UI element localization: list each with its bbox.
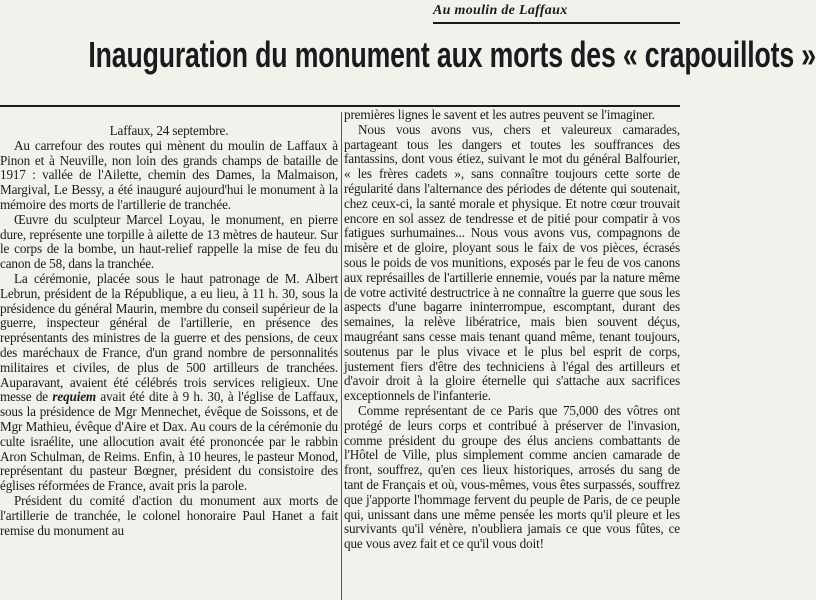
- paragraph-carrefour: Au carrefour des routes qui mènent du moulin de Laffaux à Pinon et à Neuville, non loin des grands champs de bataille de 1917 : vallée de l'Ailette, chemin des Dames, la Malmaison, Margival, Le Bessy, a été inauguré aujourd'hui le monument à la mémoire des morts de l'artillerie de tranchée.: [0, 137, 338, 212]
- section-kicker: Au moulin de Laffaux: [433, 3, 568, 18]
- kicker-underline: [433, 22, 680, 24]
- paragraph-sculpteur: Œuvre du sculpteur Marcel Loyau, le monument, en pierre dure, représente une torpille à ailette de 13 mètres de hauteur. Sur le corps de la bombe, un haut-relief rappelle la mise de feu du canon de 58, dans la tranchée.: [0, 211, 338, 272]
- paragraph-camarades: Nous vous avons vus, chers et valeureux camarades, partageant tous les dangers et toutes les souffrances des fantassins, dont vous étiez, suivant le mot du général Balfourier, « les frères cadets », sans connaître toujours cette sorte de régularité dans l'alternance des périodes de détente qui soutenait, chez ceux-ci, la santé morale et physique. Et notre cœur trouvait encore en sol assez de tendresse et de pitié pour compatir à vos fatigues surhumaines... Nous vous avons vus, compagnons de misère et de gloire, ployant sous le faix de vos pièces, écrasés sous le poids de vos munitions, exposés par le feu de vos canons aux représailles de l'artillerie ennemie, voués par la nature même de votre activité destructrice à ne connaître la guerre que sous les aspects d'une bagarre ininterrompue, escomptant, durant des semaines, la relève libératrice, mais bien souvent déçus, maugréant sans cesse mais tenant quand même, tenant toujours, soutenus par le plus vivace et le plus bel esprit de corps, justement fiers d'être des techniciens à l'égal des artilleurs et d'avoir droit à la gloire éternelle qui s'attache aux sacrifices exceptionnels de l'infanterie.: [344, 121, 680, 404]
- paragraph-president-comite: Président du comité d'action du monument aux morts de l'artillerie de tranchée, le colonel honoraire Paul Hanet a fait remise du monument au: [0, 492, 338, 538]
- requiem-word: requiem: [52, 389, 97, 405]
- paragraph-continuation: premières lignes le savent et les autres peuvent se l'imaginer.: [344, 107, 655, 122]
- article-column-right: [344, 108, 680, 600]
- article-column-left: [0, 108, 338, 600]
- paragraph-ceremonie-part1: La cérémonie, placée sous le haut patronage de M. Albert Lebrun, président de la République, a eu lieu, à 11 h. 30, sous la présidence du général Maurin, membre du conseil supérieur de la guerre, inspecteur général de l'artillerie, en présence des représentants des ministres de la guerre et des pensions, de ceux des maréchaux de France, d'un grand nombre de personnalités militaires et civiles, de plus de 500 artilleurs de tranchées. Auparavant, avaient été célébrés trois services religieux. Une messe de: [0, 270, 338, 405]
- paragraph-paris: Comme représentant de ce Paris que 75,000 des vôtres ont protégé de leurs corps et contribué à préserver de l'invasion, comme président du groupe des élus anciens combattants de l'Hôtel de Ville, plus simplement comme ancien camarade de front, souffrez, qu'en ces lieux historiques, arrosés du sang de tant de Français et où, vous-mêmes, vous êtes surpassés, souffrez que j'apporte l'hommage fervent du peuple de Paris, de ce peuple qui, unissant dans une même pensée les morts qu'il pleure et les survivants qu'il vénère, n'oubliera jamais ce que vous fûtes, ce que vous avez fait et ce qu'il vous doit!: [344, 402, 680, 552]
- paragraph-ceremonie-part2: avait été dite à 9 h. 30, à l'église de Laffaux, sous la présidence de Mgr Mennechet, évêque de Soissons, et de Mgr Mathieu, évêque d'Aire et Dax. Au cours de la cérémonie du culte israélite, une allocution avait été prononcée par le rabbin Aron Schulman, de Reims. Enfin, à 10 heures, le pasteur Monod, représentant du pasteur Bœgner, président du consistoire des églises réformées de France, avait pris la parole.: [0, 389, 338, 494]
- paragraph-ceremonie: [0, 272, 338, 494]
- dateline: Laffaux, 24 septembre.: [109, 123, 229, 138]
- article-headline: Inauguration du monument aux morts des « crapouillots »: [88, 34, 816, 75]
- column-divider: [341, 112, 342, 600]
